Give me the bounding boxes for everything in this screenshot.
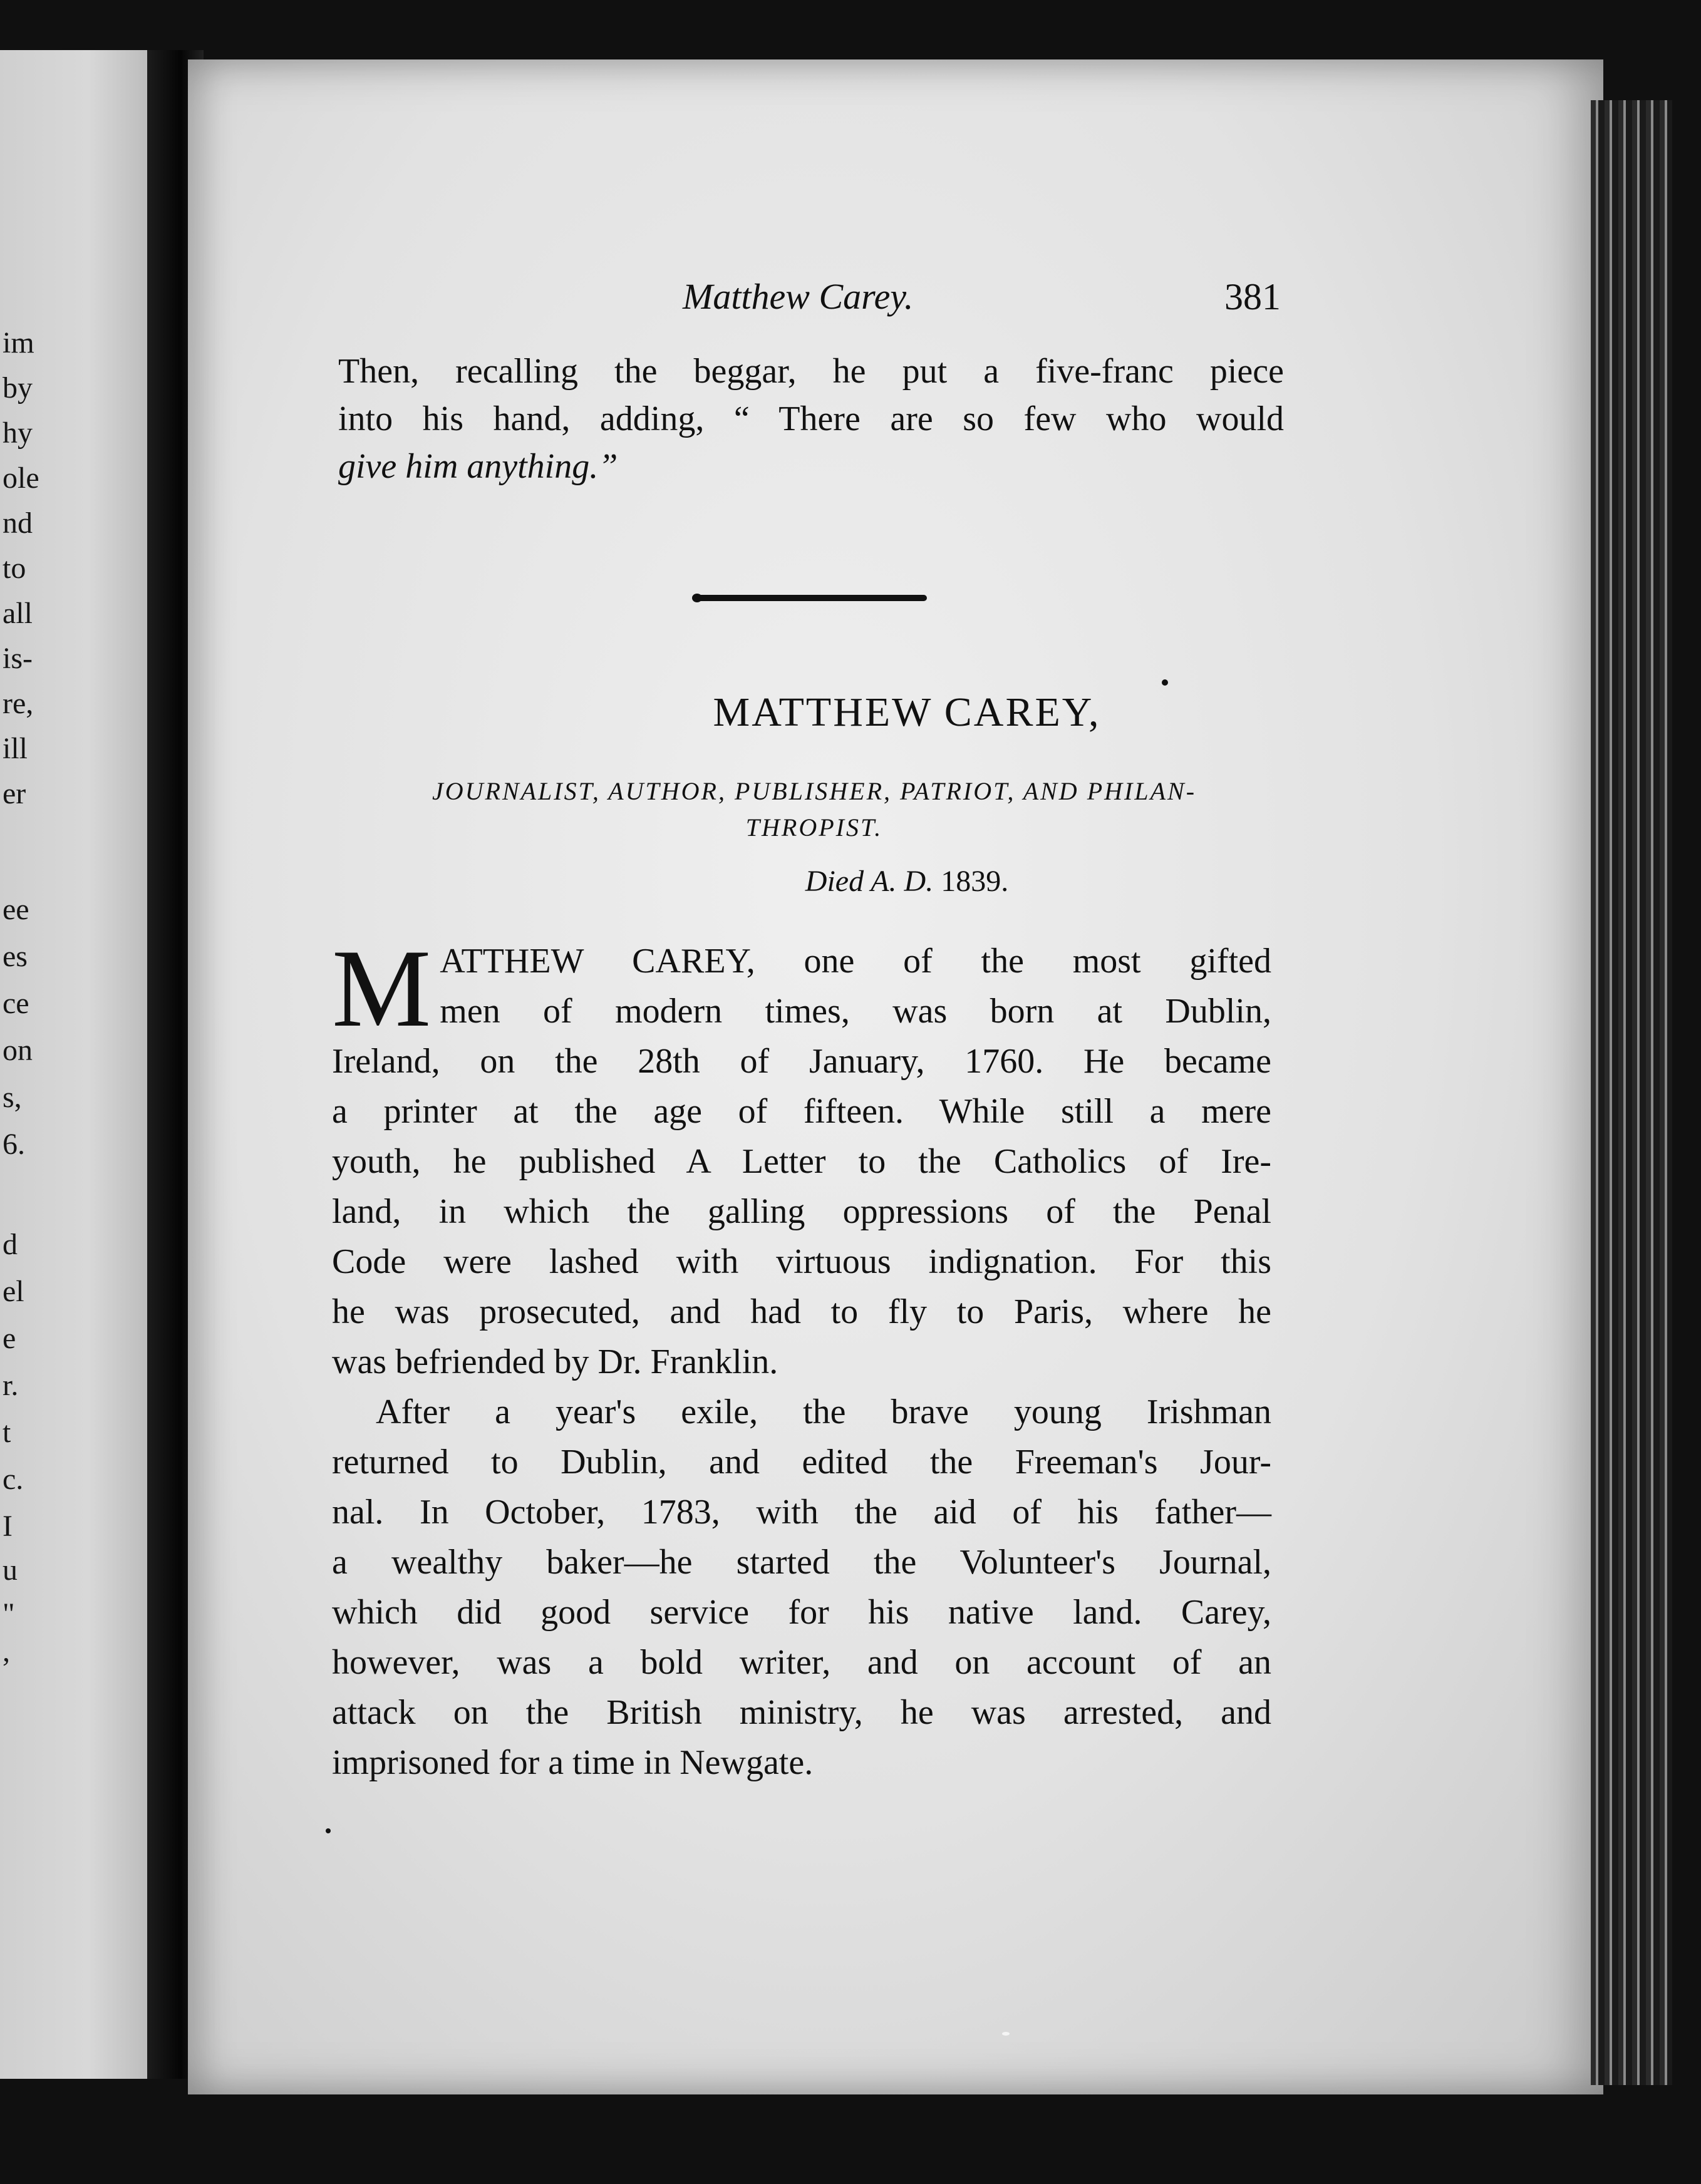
page-number: 381 <box>1224 276 1281 317</box>
left-page-text: s, <box>3 1081 22 1114</box>
text-line: a wealthy baker—he started the Volunteer's Journal, <box>332 1543 1271 1582</box>
left-page-text: ill <box>3 732 28 765</box>
paragraph-1 <box>332 926 1271 1387</box>
text-line: he was prosecuted, and had to fly to Paris, where he <box>332 1292 1271 1331</box>
text-line: Ireland, on the 28th of January, 1760. He became <box>332 1042 1271 1081</box>
drop-cap: M <box>332 926 432 1050</box>
left-page-text: im <box>3 326 34 359</box>
section-divider <box>695 595 927 601</box>
scan-speck <box>326 1828 331 1833</box>
left-page-text: er <box>3 777 26 810</box>
left-page <box>0 50 147 2079</box>
text-line: into his hand, adding, “ There are so few who would <box>338 399 1284 438</box>
subtitle-line: JOURNALIST, AUTHOR, PUBLISHER, PATRIOT, AND PHILAN- <box>432 777 1197 805</box>
left-page-text: all <box>3 597 33 630</box>
left-page-text: el <box>3 1275 24 1308</box>
text-line: attack on the British ministry, he was arrested, and <box>332 1693 1271 1732</box>
left-page-text: 6. <box>3 1128 25 1161</box>
left-page-text: ole <box>3 461 39 495</box>
scan-speck <box>1162 679 1168 686</box>
left-page-text: I <box>3 1510 13 1543</box>
article-title: MATTHEW CAREY, <box>713 689 1101 735</box>
left-page-text: d <box>3 1228 18 1261</box>
previous-article-ending <box>338 348 1284 490</box>
left-page-text: on <box>3 1034 33 1067</box>
text-line: Code were lashed with virtuous indignation. For this <box>332 1242 1271 1281</box>
text-line: Then, recalling the beggar, he put a five-franc piece <box>338 352 1284 391</box>
text-line: youth, he published A Letter to the Catholics of Ire- <box>332 1142 1271 1181</box>
text-line: imprisoned for a time in Newgate. <box>332 1743 814 1782</box>
left-page-text: to <box>3 552 26 585</box>
text-line: however, was a bold writer, and on account of an <box>332 1643 1271 1682</box>
text-line: returned to Dublin, and edited the Freeman's Jour- <box>332 1443 1271 1481</box>
left-page-text: t <box>3 1416 11 1449</box>
left-page-text: e <box>3 1322 16 1355</box>
left-page-text: hy <box>3 416 33 450</box>
text-line: land, in which the galling oppressions of the Penal <box>332 1192 1271 1231</box>
left-page-text: nd <box>3 507 33 540</box>
paragraph-2 <box>332 1387 1271 1788</box>
left-page-text: r. <box>3 1369 19 1402</box>
text-line: a printer at the age of fifteen. While still a mere <box>332 1092 1271 1131</box>
text-line: which did good service for his native land. Carey, <box>332 1593 1271 1632</box>
left-page-text: , <box>3 1635 10 1668</box>
left-page-text: u <box>3 1553 18 1587</box>
left-page-text: ce <box>3 987 29 1020</box>
death-date <box>0 864 1701 899</box>
died-year: 1839. <box>941 865 1009 898</box>
left-page-text: ee <box>3 893 29 926</box>
scan-speck <box>1002 2032 1010 2036</box>
text-line: give him anything.” <box>338 447 618 486</box>
text-line: ATTHEW CAREY, one of the most gifted <box>440 942 1271 981</box>
text-line: was befriended by Dr. Franklin. <box>332 1342 778 1381</box>
subtitle-line: THROPIST. <box>745 813 883 842</box>
text-line: men of modern times, was born at Dublin, <box>440 992 1271 1031</box>
left-page-text: es <box>3 940 28 973</box>
running-head: Matthew Carey. <box>683 276 914 317</box>
article-body <box>332 926 1271 1788</box>
article-subtitle <box>348 773 1281 846</box>
left-page-text: c. <box>3 1463 24 1496</box>
left-page-text: " <box>3 1597 15 1630</box>
left-page-text: by <box>3 371 33 404</box>
left-page-text: is- <box>3 642 33 675</box>
died-label: Died A. D. <box>805 865 934 898</box>
left-page-text: re, <box>3 687 34 720</box>
text-line: After a year's exile, the brave young Irishman <box>376 1393 1271 1431</box>
page-edges <box>1591 100 1672 2085</box>
text-line: nal. In October, 1783, with the aid of his father— <box>332 1493 1271 1532</box>
